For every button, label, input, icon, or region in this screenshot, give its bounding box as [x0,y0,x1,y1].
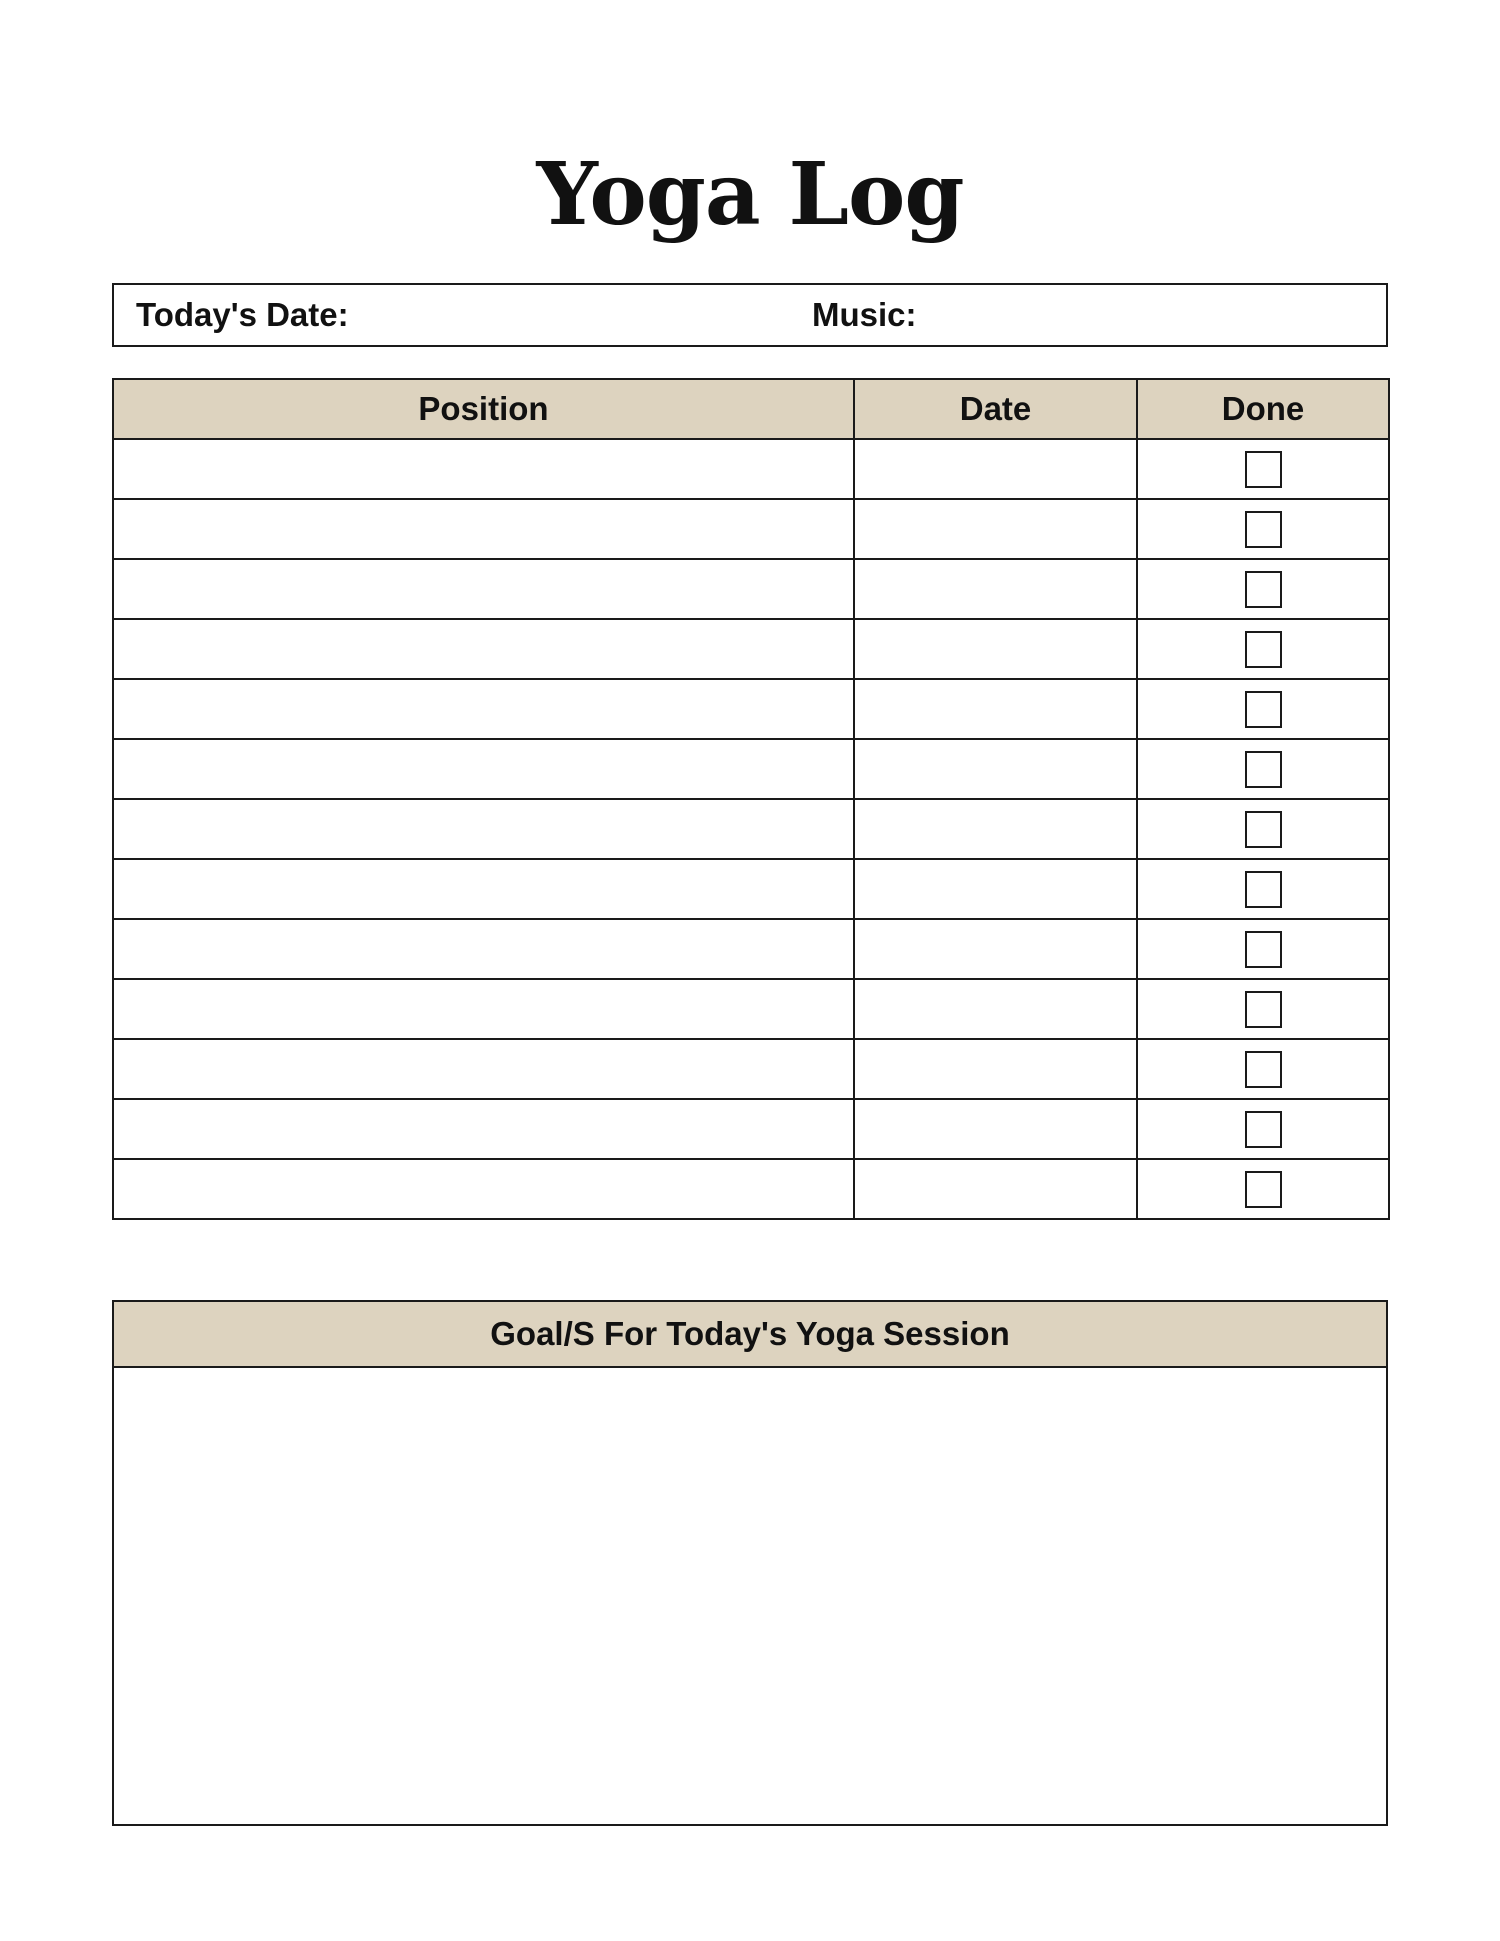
done-checkbox[interactable] [1245,991,1282,1028]
goals-section [112,1300,1388,1826]
table-row [113,1039,1389,1099]
position-cell[interactable] [113,499,854,559]
column-header-position: Position [113,379,854,439]
done-checkbox[interactable] [1245,691,1282,728]
date-cell[interactable] [854,739,1137,799]
done-checkbox[interactable] [1245,1051,1282,1088]
position-cell[interactable] [113,919,854,979]
position-cell[interactable] [113,979,854,1039]
todays-date-label: Today's Date: [136,296,349,333]
table-row [113,1099,1389,1159]
table-row [113,619,1389,679]
table-row [113,439,1389,499]
done-cell [1137,1159,1389,1219]
date-cell[interactable] [854,1159,1137,1219]
yoga-log-table [112,378,1390,1220]
done-cell [1137,619,1389,679]
date-cell[interactable] [854,679,1137,739]
done-checkbox[interactable] [1245,751,1282,788]
date-cell[interactable] [854,799,1137,859]
done-checkbox[interactable] [1245,871,1282,908]
done-checkbox[interactable] [1245,511,1282,548]
table-row [113,919,1389,979]
done-checkbox[interactable] [1245,811,1282,848]
position-cell[interactable] [113,1099,854,1159]
date-cell[interactable] [854,559,1137,619]
goals-writing-area[interactable] [114,1368,1386,1826]
goals-header: Goal/S For Today's Yoga Session [114,1302,1386,1368]
done-checkbox[interactable] [1245,1171,1282,1208]
date-cell[interactable] [854,1099,1137,1159]
done-cell [1137,499,1389,559]
done-cell [1137,559,1389,619]
done-checkbox[interactable] [1245,631,1282,668]
done-cell [1137,919,1389,979]
table-row [113,559,1389,619]
date-cell[interactable] [854,1039,1137,1099]
done-checkbox[interactable] [1245,931,1282,968]
page-title: Yoga Log [536,144,964,245]
position-cell[interactable] [113,1159,854,1219]
table-row [113,739,1389,799]
done-checkbox[interactable] [1245,451,1282,488]
table-row [113,679,1389,739]
position-cell[interactable] [113,679,854,739]
music-label: Music: [812,296,917,333]
date-cell[interactable] [854,979,1137,1039]
done-cell [1137,1099,1389,1159]
table-header-row [113,379,1389,439]
info-box [112,283,1388,347]
table-row [113,859,1389,919]
table-row [113,1159,1389,1219]
position-cell[interactable] [113,439,854,499]
column-header-done: Done [1137,379,1389,439]
position-cell[interactable] [113,1039,854,1099]
date-cell[interactable] [854,619,1137,679]
position-cell[interactable] [113,739,854,799]
position-cell[interactable] [113,559,854,619]
table-row [113,499,1389,559]
date-cell[interactable] [854,499,1137,559]
done-checkbox[interactable] [1245,1111,1282,1148]
done-cell [1137,859,1389,919]
done-cell [1137,439,1389,499]
date-cell[interactable] [854,919,1137,979]
position-cell[interactable] [113,619,854,679]
done-checkbox[interactable] [1245,571,1282,608]
position-cell[interactable] [113,859,854,919]
done-cell [1137,1039,1389,1099]
table-row [113,799,1389,859]
done-cell [1137,979,1389,1039]
column-header-date: Date [854,379,1137,439]
date-cell[interactable] [854,439,1137,499]
done-cell [1137,799,1389,859]
date-cell[interactable] [854,859,1137,919]
position-cell[interactable] [113,799,854,859]
done-cell [1137,739,1389,799]
done-cell [1137,679,1389,739]
table-row [113,979,1389,1039]
